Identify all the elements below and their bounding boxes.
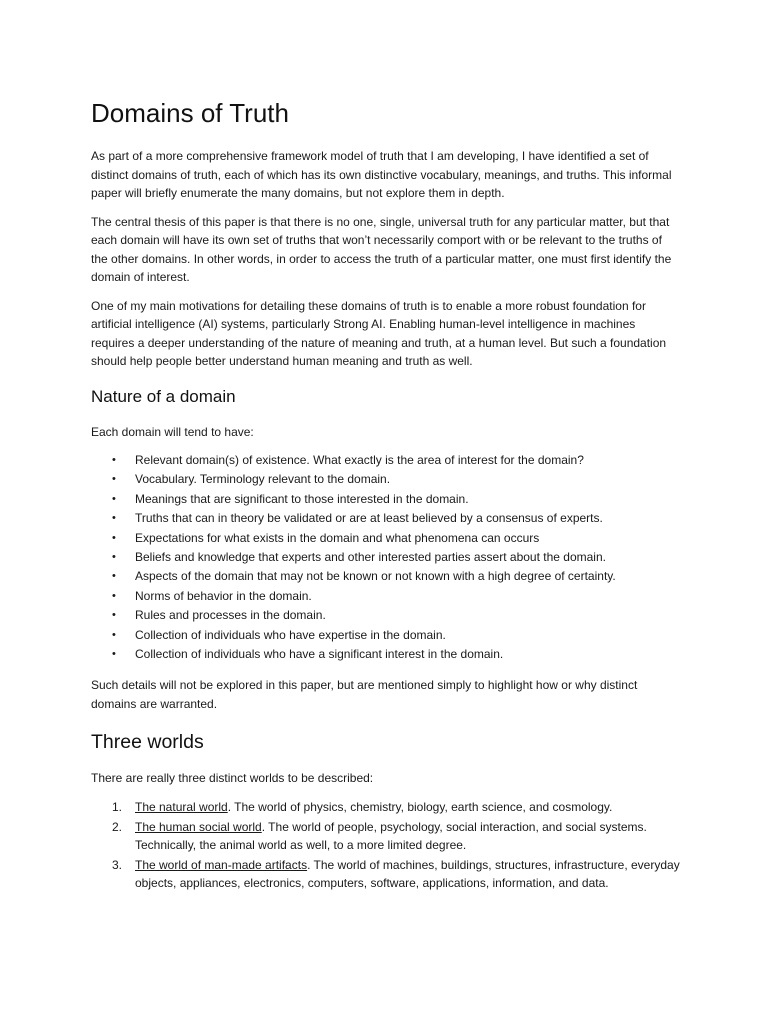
bullet-glyph: • <box>112 512 116 525</box>
list-item-text: Rules and processes in the domain. <box>135 608 326 623</box>
world-description: . The world of machines, buildings, structures, infrastructure, everyday objects, appliances, electronics, computers, software, applications, information, and data. <box>135 857 680 891</box>
list-item-text: Truths that can in theory be validated or are at least believed by a consensus of experts. <box>135 511 603 526</box>
list-item-text: Relevant domain(s) of existence. What exactly is the area of interest for the domain? <box>135 453 584 467</box>
list-number: 2. <box>112 819 123 834</box>
world-description: . The world of people, psychology, social interaction, and social systems. Technically, the animal world as well, to a more limited degree. <box>135 819 647 853</box>
list-item-text: Aspects of the domain that may not be known or not known with a high degree of certainty. <box>135 569 616 584</box>
bullet-glyph: • <box>112 531 116 544</box>
bullet-glyph: • <box>112 551 116 564</box>
bullet-glyph: • <box>112 609 116 622</box>
list-item <box>91 856 681 893</box>
list-item <box>91 490 681 509</box>
list-number: 3. <box>112 857 123 872</box>
bullet-glyph: • <box>112 648 116 661</box>
bullet-glyph: • <box>112 473 116 486</box>
intro-paragraph-3: One of my main motivations for detailing these domains of truth is to enable a more robust foundation for artificial intelligence (AI) systems, particularly Strong AI. Enabling human-level intelligence in machines requires a deeper understanding of the nature of meaning and truth, at a human level. But such a foundation should help people better understand human meaning and truth as well. <box>91 298 667 368</box>
list-item-text: Meanings that are significant to those interested in the domain. <box>135 491 469 506</box>
list-item <box>91 626 681 645</box>
document-body <box>91 96 681 894</box>
list-item <box>91 645 681 664</box>
list-item-text: Collection of individuals who have a significant interest in the domain. <box>135 647 504 662</box>
list-item-text: Collection of individuals who have expertise in the domain. <box>135 627 446 642</box>
bullet-glyph: • <box>112 492 116 505</box>
world-term: The human social world <box>135 819 262 834</box>
list-item-text: Beliefs and knowledge that experts and other interested parties assert about the domain. <box>135 550 606 565</box>
list-item <box>91 548 681 567</box>
list-item <box>91 451 681 470</box>
world-description: . The world of physics, chemistry, biology, earth science, and cosmology. <box>227 799 613 814</box>
worlds-intro: There are really three distinct worlds to be described: <box>91 771 374 786</box>
list-number: 1. <box>112 799 123 814</box>
bullet-glyph: • <box>112 589 116 602</box>
nature-outro: Such details will not be explored in this paper, but are mentioned simply to highlight how or why distinct domains are warranted. <box>91 678 638 711</box>
nature-intro: Each domain will tend to have: <box>91 424 254 439</box>
list-item <box>91 567 681 586</box>
list-item <box>91 818 681 855</box>
intro-paragraph-2: The central thesis of this paper is that there is no one, single, universal truth for any particular matter, but that each domain will have its own set of truths that won’t necessarily comport with or be relevant to the truths of the other domains. In other words, in order to access the truth of a particular matter, one must first identify the domain of interest. <box>91 214 672 284</box>
worlds-list <box>91 798 681 893</box>
bullet-glyph: • <box>112 454 116 466</box>
world-term: The world of man-made artifacts <box>135 857 308 872</box>
section-heading-nature: Nature of a domain <box>91 386 236 406</box>
list-item-text: Vocabulary. Terminology relevant to the domain. <box>135 472 391 487</box>
section-heading-three-worlds: Three worlds <box>91 731 204 754</box>
bullet-glyph: • <box>112 628 116 641</box>
list-item <box>91 509 681 528</box>
world-term: The natural world <box>135 799 228 814</box>
list-item <box>91 470 681 489</box>
intro-paragraph-1: As part of a more comprehensive framework model of truth that I am developing, I have identified a set of distinct domains of truth, each of which has its own distinctive vocabulary, meanings, and truths. This informal paper will briefly enumerate the many domains, but not explore them in depth. <box>91 149 672 200</box>
nature-list <box>91 451 681 664</box>
list-item <box>91 587 681 606</box>
list-item <box>91 606 681 625</box>
list-item-text: Norms of behavior in the domain. <box>135 588 312 603</box>
bullet-glyph: • <box>112 570 116 583</box>
list-item <box>91 529 681 548</box>
page-title: Domains of Truth <box>91 98 289 128</box>
list-item <box>91 798 681 817</box>
list-item-text: Expectations for what exists in the domain and what phenomena can occurs <box>135 530 540 545</box>
